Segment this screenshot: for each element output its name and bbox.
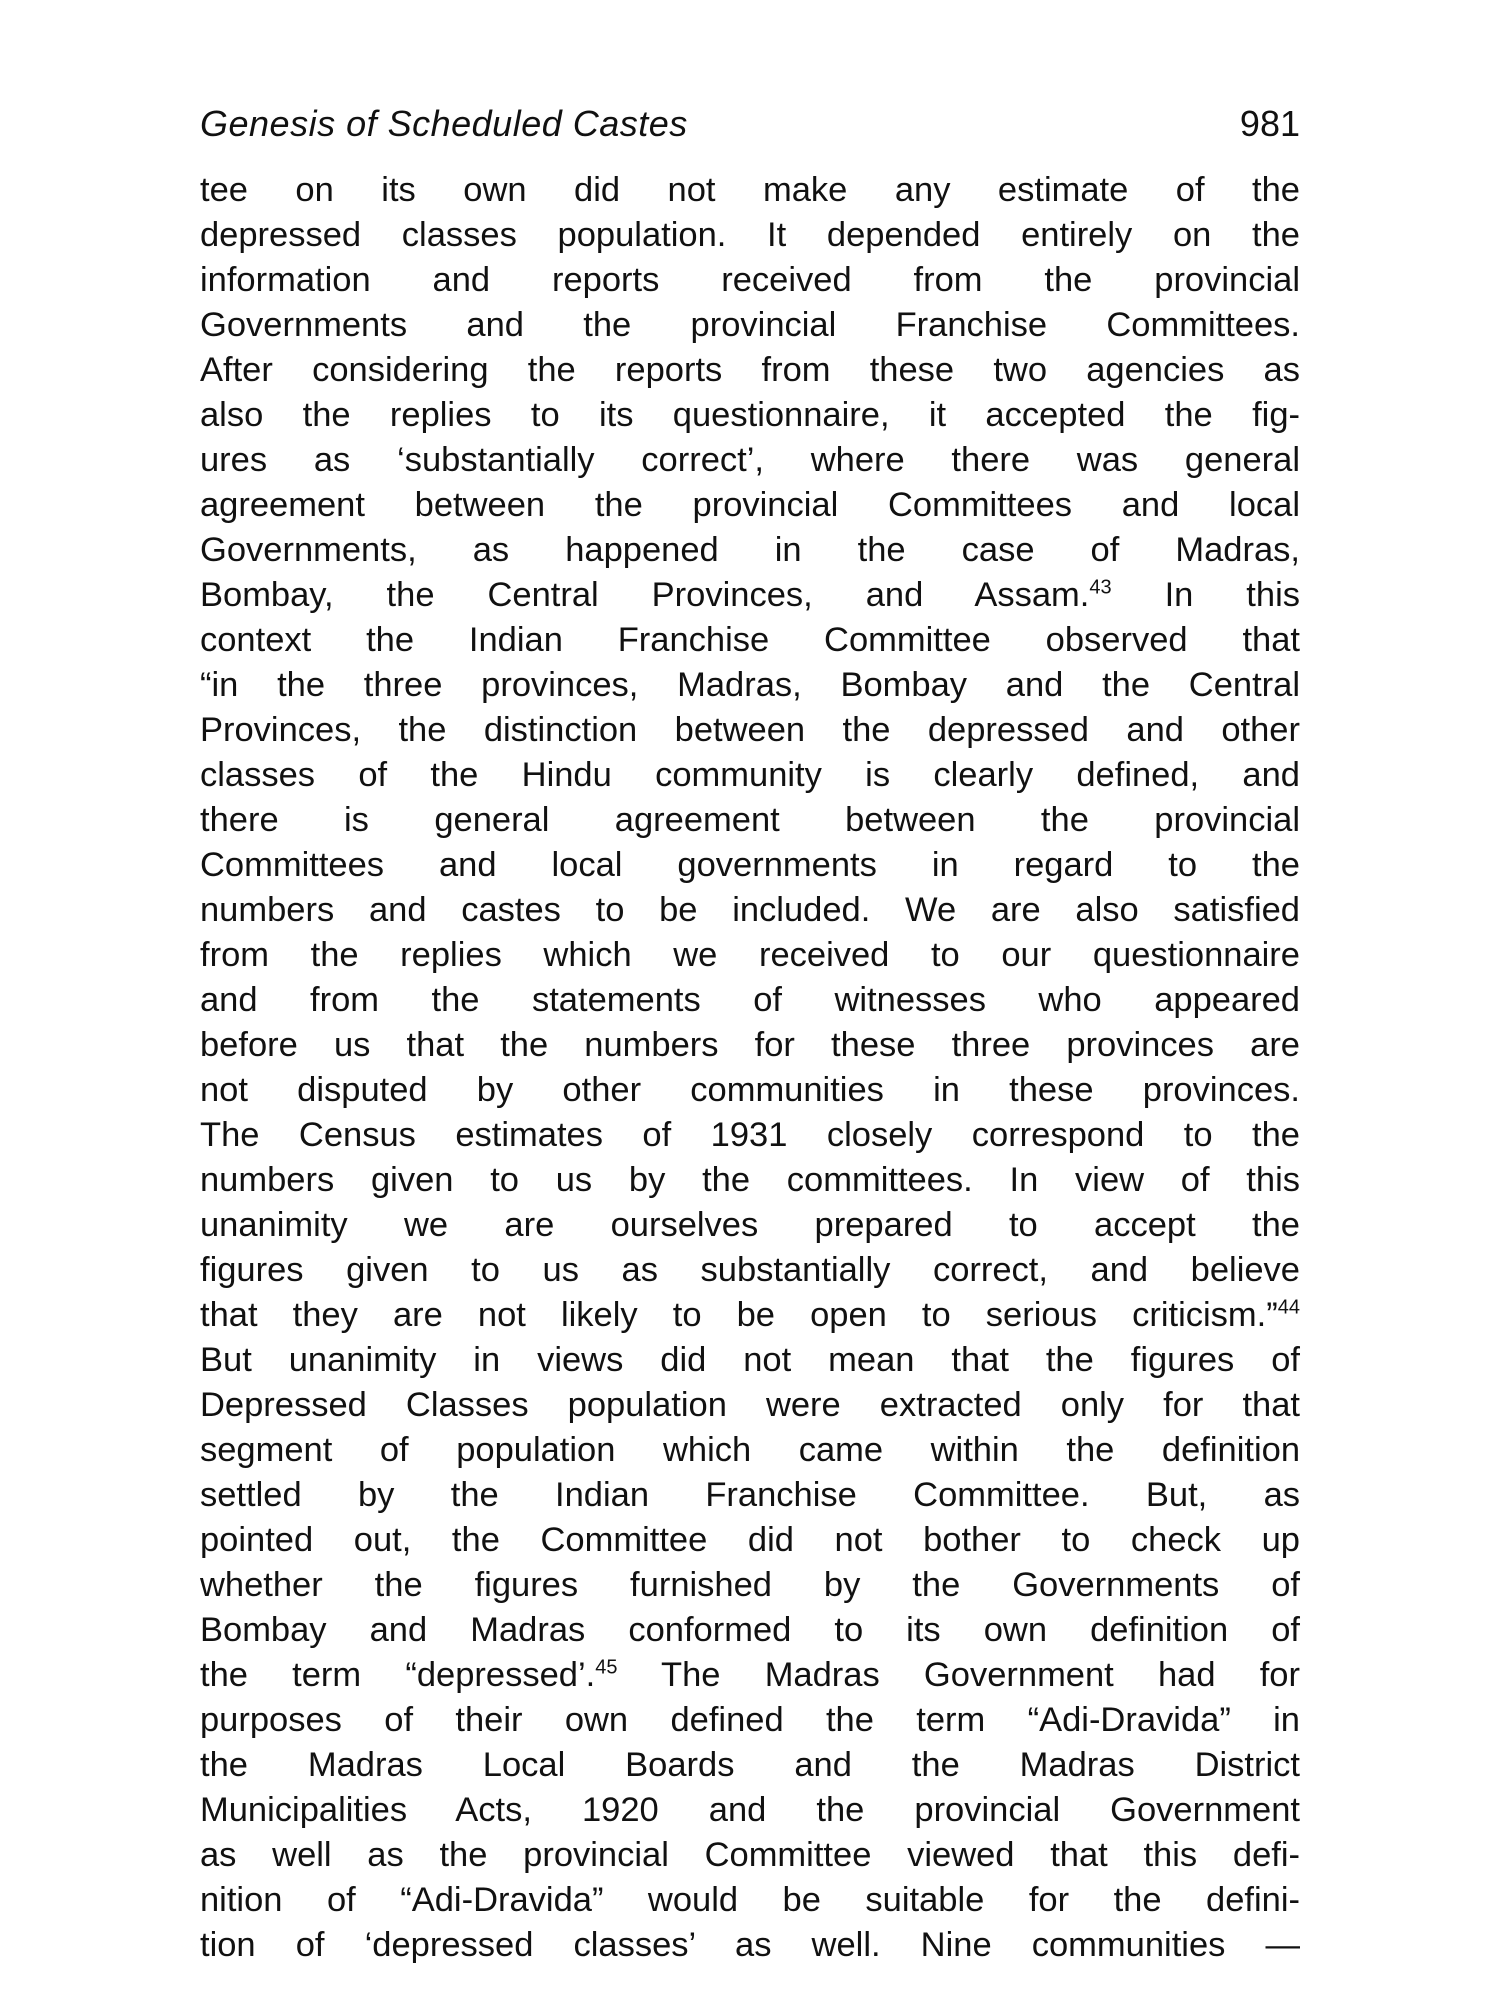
text-line: Provinces, the distinction between the depressed and other [200,711,1300,749]
footnote-ref-43: 43 [1089,576,1112,599]
text-line: tion of ‘depressed classes’ as well. Nine communities — [200,1926,1300,1964]
footnote-ref-44: 44 [1277,1296,1300,1319]
footnote-ref-45: 45 [595,1656,618,1679]
text-line: After considering the reports from these two agencies as [200,351,1300,389]
text-line: figures given to us as substantially correct, and believe [200,1251,1300,1289]
text-line: before us that the numbers for these three provinces are [200,1026,1300,1064]
text-line: classes of the Hindu community is clearly defined, and [200,756,1300,794]
text-line: But unanimity in views did not mean that the figures of [200,1341,1300,1379]
text-line: ures as ‘substantially correct’, where there was general [200,441,1300,479]
text-line: Municipalities Acts, 1920 and the provincial Government [200,1791,1300,1829]
page-number: 981 [1239,103,1300,144]
running-title: Genesis of Scheduled Castes [200,103,688,144]
text-line: Depressed Classes population were extracted only for that [200,1386,1300,1424]
text-line: pointed out, the Committee did not bother to check up [200,1521,1300,1559]
text-line: also the replies to its questionnaire, it accepted the fig- [200,396,1300,434]
text-line: numbers and castes to be included. We are also satisfied [200,891,1300,929]
text-line: unanimity we are ourselves prepared to accept the [200,1206,1300,1244]
text-line: whether the figures furnished by the Governments of [200,1566,1300,1604]
text-line: the Madras Local Boards and the Madras District [200,1746,1300,1784]
text-segment: In this [1164,576,1300,614]
text-line: Governments, as happened in the case of Madras, [200,531,1300,569]
text-line: information and reports received from the provincial [200,261,1300,299]
text-line: Governments and the provincial Franchise Committees. [200,306,1300,344]
text-line: depressed classes population. It depended entirely on the [200,216,1300,254]
text-segment: the term “depressed’. [200,1656,596,1694]
text-line: there is general agreement between the provincial [200,801,1300,839]
text-line-with-note [200,573,1300,618]
text-line: The Census estimates of 1931 closely correspond to the [200,1116,1300,1154]
text-line: Bombay and Madras conformed to its own definition of [200,1611,1300,1649]
text-line: as well as the provincial Committee viewed that this defi- [200,1836,1300,1874]
text-line: purposes of their own defined the term “Adi-Dravida” in [200,1701,1300,1739]
text-line: from the replies which we received to our questionnaire [200,936,1300,974]
text-line: tee on its own did not make any estimate of the [200,171,1300,209]
text-line-with-note [200,1293,1300,1338]
text-segment: Bombay, the Central Provinces, and Assam. [200,576,1090,614]
running-head [200,100,1300,148]
text-line: not disputed by other communities in these provinces. [200,1071,1300,1109]
text-line-with-note [200,1653,1300,1698]
text-line: segment of population which came within the definition [200,1431,1300,1469]
body-text [200,168,1300,1968]
book-page [200,0,1300,2000]
text-line: settled by the Indian Franchise Committee. But, as [200,1476,1300,1514]
text-line: context the Indian Franchise Committee observed that [200,621,1300,659]
text-line: nition of “Adi-Dravida” would be suitable for the defini- [200,1881,1300,1919]
text-line: and from the statements of witnesses who appeared [200,981,1300,1019]
text-line: numbers given to us by the committees. In view of this [200,1161,1300,1199]
text-line: “in the three provinces, Madras, Bombay and the Central [200,666,1300,704]
text-segment: The Madras Government had for [661,1656,1300,1694]
text-segment: that they are not likely to be open to serious criticism.” [200,1296,1278,1334]
text-line: agreement between the provincial Committees and local [200,486,1300,524]
text-line: Committees and local governments in regard to the [200,846,1300,884]
